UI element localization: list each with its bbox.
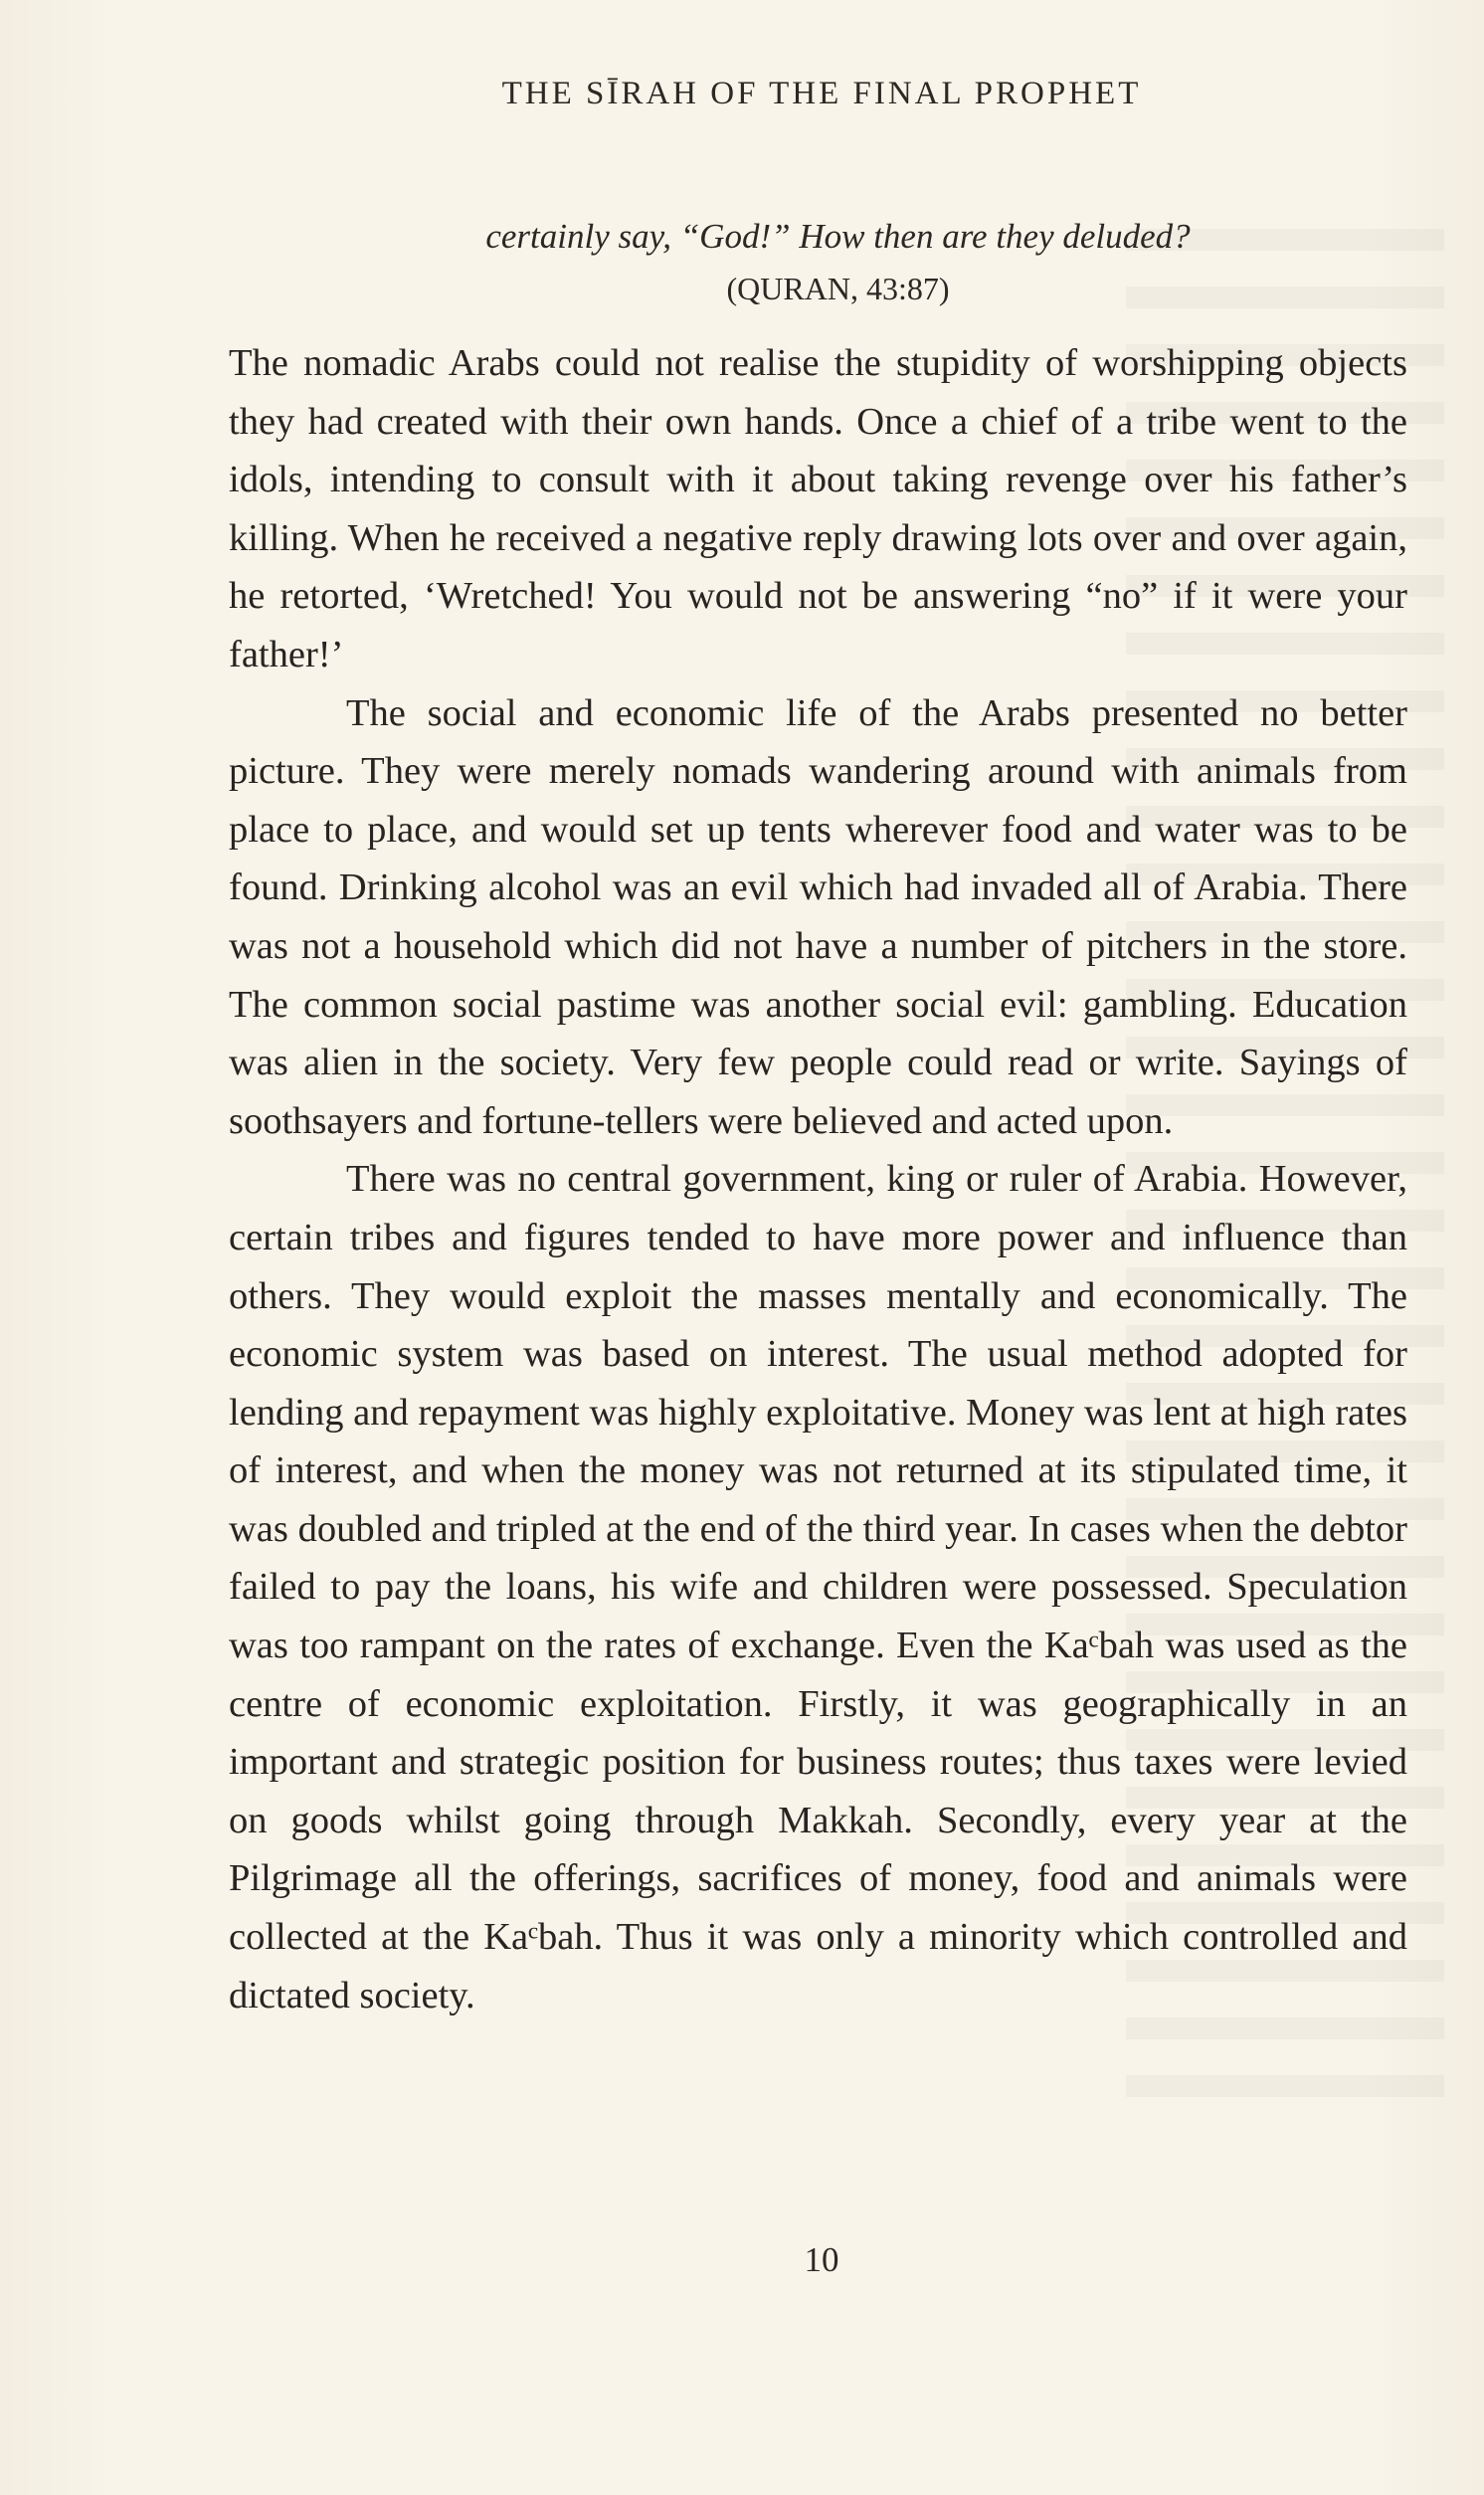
page-number: 10 — [804, 2240, 839, 2279]
quran-quote-text: certainly say, “God!” How then are they deluded? — [485, 217, 1191, 256]
paragraph-idol-worship: The nomadic Arabs could not realise the stupidity of worshipping objects they had created with their own hands. Once a chief of a tribe went to the idols, intending to consult with it about taking revenge over his father’s killing. When he received a negative reply drawing lots over and over again, he retorted, ‘Wretched! You would not be answering “no” if it were your father!’ — [229, 342, 1407, 675]
running-head: THE SĪRAH OF THE FINAL PROPHET — [501, 76, 1142, 111]
paragraph-social-economic-life: The social and economic life of the Arabs presented no better picture. They were merely nomads wandering around with animals from place to place, and would set up tents wherever food and water was to be found. Drinking alcohol was an evil which had invaded all of Arabia. There was not a household which did not have a number of pitchers in the store. The common social pastime was another social evil: gambling. Education was alien in the society. Very few people could read or write. Sayings of soothsayers and fortune-tellers were believed and acted upon. — [229, 691, 1407, 1142]
paragraph-government-economy: There was no central government, king or ruler of Arabia. However, certain tribes and figures tended to have more power and influence than others. They would exploit the masses mentally and economically. The economic system was based on interest. The usual method adopted for lending and repayment was highly exploitative. Money was lent at high rates of interest, and when the money was not returned at its stipulated time, it was doubled and tripled at the end of the third year. In cases when the debtor failed to pay the loans, his wife and children were possessed. Speculation was too rampant on the rates of exchange. Even the Kaᶜbah was used as the centre of economic exploitation. Firstly, it was geographically in an important and strategic position for business routes; thus taxes were levied on goods whilst going through Makkah. Secondly, every year at the Pilgrimage all the offerings, sacrifices of money, food and animals were collected at the Kaᶜbah. Thus it was only a minority which controlled and dictated society. — [229, 1158, 1407, 2016]
body-text — [229, 334, 1407, 2024]
quran-reference: (QURAN, 43:87) — [726, 271, 950, 306]
